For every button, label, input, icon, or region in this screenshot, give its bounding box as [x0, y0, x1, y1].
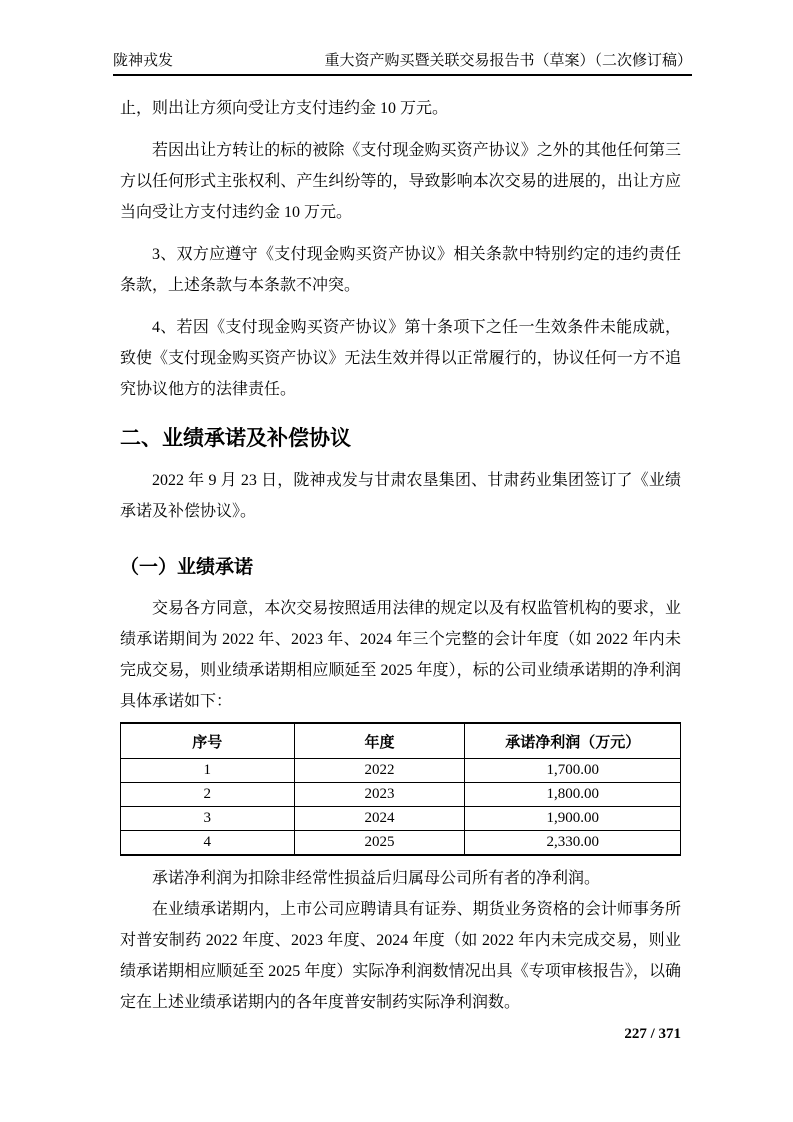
page-header	[113, 50, 692, 76]
paragraph-commitment-period: 交易各方同意，本次交易按照适用法律的规定以及有权监管机构的要求，业绩承诺期间为 2022 年、2023 年、2024 年三个完整的会计年度（如 2022 年内未完成交易，则业绩承诺期相应顺延至 2025 年度），标的公司业绩承诺期的净利润具体承诺如下：	[120, 600, 681, 710]
paragraph-penalty-continuation: 止，则出让方须向受让方支付违约金 10 万元。	[120, 100, 449, 117]
paragraph-clause-4: 4、若因《支付现金购买资产协议》第十条项下之任一生效条件未能成就，致使《支付现金购买资产协议》无法生效并得以正常履行的，协议任何一方不追究协议他方的法律责任。	[120, 319, 681, 398]
cell-year: 2024	[294, 807, 465, 831]
cell-seq: 1	[121, 759, 295, 783]
cell-profit: 1,700.00	[465, 759, 681, 783]
page-number: 227 / 371	[624, 1026, 681, 1042]
paragraph-net-profit-definition: 承诺净利润为扣除非经常性损益后归属母公司所有者的净利润。	[152, 870, 601, 887]
table-header-row	[121, 723, 681, 759]
header-report-title: 重大资产购买暨关联交易报告书（草案）（二次修订稿）	[324, 53, 692, 69]
column-header-profit: 承诺净利润（万元）	[465, 723, 681, 759]
table-row	[121, 807, 681, 831]
table-row	[121, 759, 681, 783]
subsection-heading-commitment: （一）业绩承诺	[120, 557, 254, 578]
cell-seq: 2	[121, 783, 295, 807]
cell-profit: 2,330.00	[465, 831, 681, 856]
cell-year: 2022	[294, 759, 465, 783]
paragraph-agreement-signing: 2022 年 9 月 23 日，陇神戎发与甘肃农垦集团、甘肃药业集团签订了《业绩承诺及补偿协议》。	[120, 472, 681, 520]
column-header-seq: 序号	[121, 723, 295, 759]
cell-year: 2025	[294, 831, 465, 856]
cell-profit: 1,900.00	[465, 807, 681, 831]
cell-seq: 3	[121, 807, 295, 831]
header-company-name: 陇神戎发	[113, 53, 174, 69]
paragraph-third-party-claims: 若因出让方转让的标的被除《支付现金购买资产协议》之外的其他任何第三方以任何形式主张权利、产生纠纷等的，导致影响本次交易的进展的，出让方应当向受让方支付违约金 10 万元。	[120, 142, 681, 221]
cell-seq: 4	[121, 831, 295, 856]
paragraph-clause-3: 3、双方应遵守《支付现金购买资产协议》相关条款中特别约定的违约责任条款，上述条款与本条款不冲突。	[120, 246, 681, 294]
promised-net-profit-table	[120, 722, 681, 856]
cell-profit: 1,800.00	[465, 783, 681, 807]
column-header-year: 年度	[294, 723, 465, 759]
table-row	[121, 783, 681, 807]
section-heading-performance-commitment: 二、业绩承诺及补偿协议	[120, 427, 351, 450]
table-row	[121, 831, 681, 856]
cell-year: 2023	[294, 783, 465, 807]
paragraph-audit-requirement: 在业绩承诺期内，上市公司应聘请具有证券、期货业务资格的会计师事务所对普安制药 2022 年度、2023 年度、2024 年度（如 2022 年内未完成交易，则业绩承诺期相应顺延至 2025 年度）实际净利润数情况出具《专项审核报告》，以确定在上述业绩承诺期内的各年度普安制药实际净利润数。	[120, 901, 681, 1011]
